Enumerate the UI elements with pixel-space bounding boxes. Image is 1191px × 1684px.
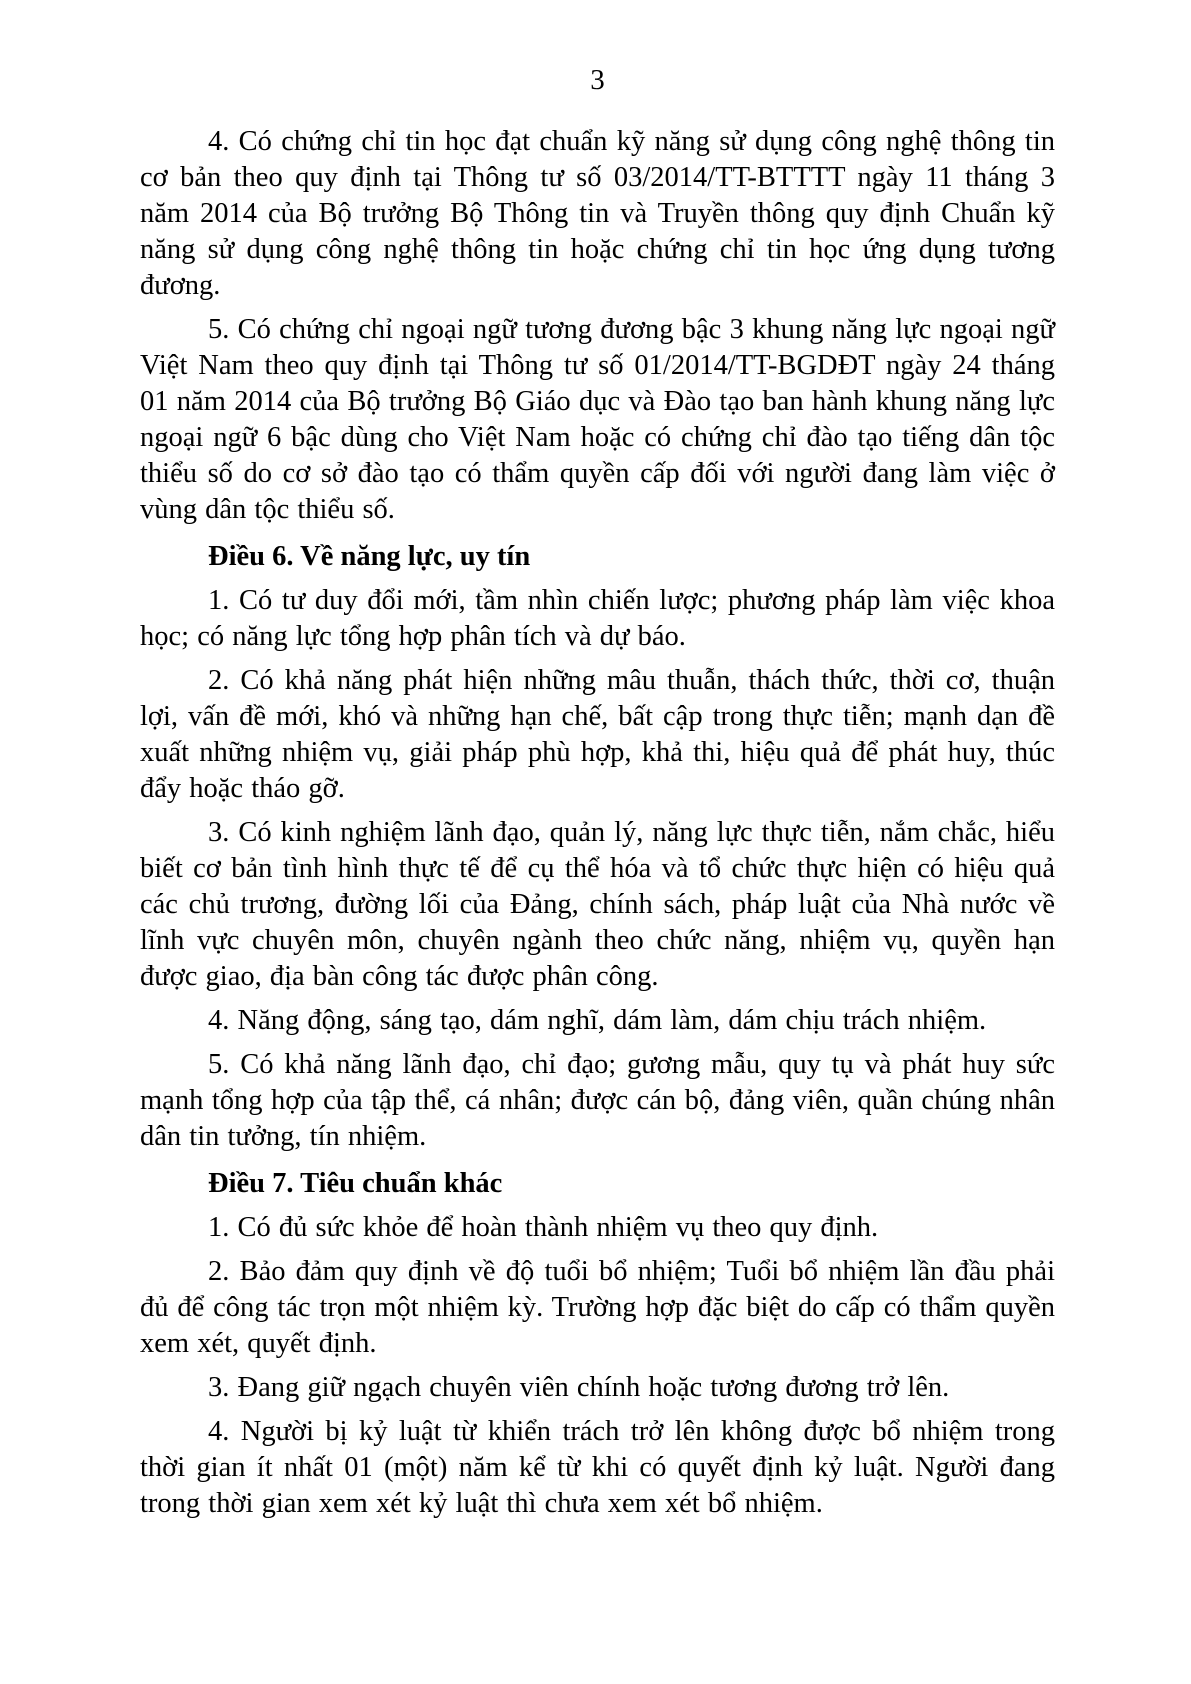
para-dieu6-item-4: 4. Năng động, sáng tạo, dám nghĩ, dám làm, dám chịu trách nhiệm.: [208, 1005, 987, 1036]
heading-dieu-7: Điều 7. Tiêu chuẩn khác: [208, 1168, 503, 1199]
para-dieu6-item-5: 5. Có khả năng lãnh đạo, chỉ đạo; gương mẫu, quy tụ và phát huy sức mạnh tổng hợp của tập thể, cá nhân; được cán bộ, đảng viên, quần chúng nhân dân tin tưởng, tín nhiệm.: [140, 1049, 1055, 1152]
para-dieu6-item-3: 3. Có kinh nghiệm lãnh đạo, quản lý, năng lực thực tiễn, nắm chắc, hiểu biết cơ bản tình hình thực tế để cụ thể hóa và tổ chức thực hiện có hiệu quả các chủ trương, đường lối của Đảng, chính sách, pháp luật của Nhà nước về lĩnh vực chuyên môn, chuyên ngành theo chức năng, nhiệm vụ, quyền hạn được giao, địa bàn công tác được phân công.: [140, 817, 1055, 992]
para-dieu7-item-2: 2. Bảo đảm quy định về độ tuổi bổ nhiệm; Tuổi bổ nhiệm lần đầu phải đủ để công tác trọn một nhiệm kỳ. Trường hợp đặc biệt do cấp có thẩm quyền xem xét, quyết định.: [140, 1256, 1055, 1359]
para-cert-foreign-language: 5. Có chứng chỉ ngoại ngữ tương đương bậc 3 khung năng lực ngoại ngữ Việt Nam theo quy định tại Thông tư số 01/2014/TT-BGDĐT ngày 24 tháng 01 năm 2014 của Bộ trưởng Bộ Giáo dục và Đào tạo ban hành khung năng lực ngoại ngữ 6 bậc dùng cho Việt Nam hoặc có chứng chỉ đào tạo tiếng dân tộc thiểu số do cơ sở đào tạo có thẩm quyền cấp đối với người đang làm việc ở vùng dân tộc thiểu số.: [140, 314, 1055, 525]
para-cert-informatics: 4. Có chứng chỉ tin học đạt chuẩn kỹ năng sử dụng công nghệ thông tin cơ bản theo quy định tại Thông tư số 03/2014/TT-BTTTT ngày 11 tháng 3 năm 2014 của Bộ trưởng Bộ Thông tin và Truyền thông quy định Chuẩn kỹ năng sử dụng công nghệ thông tin hoặc chứng chỉ tin học ứng dụng tương đương.: [140, 126, 1055, 301]
para-dieu7-item-4: 4. Người bị kỷ luật từ khiển trách trở lên không được bổ nhiệm trong thời gian ít nhất 01 (một) năm kể từ khi có quyết định kỷ luật. Người đang trong thời gian xem xét kỷ luật thì chưa xem xét bổ nhiệm.: [140, 1416, 1055, 1519]
page-number: 3: [590, 64, 605, 96]
heading-dieu-6: Điều 6. Về năng lực, uy tín: [208, 541, 531, 572]
para-dieu6-item-1: 1. Có tư duy đổi mới, tầm nhìn chiến lược; phương pháp làm việc khoa học; có năng lực tổng hợp phân tích và dự báo.: [140, 585, 1055, 652]
para-dieu6-item-2: 2. Có khả năng phát hiện những mâu thuẫn, thách thức, thời cơ, thuận lợi, vấn đề mới, khó và những hạn chế, bất cập trong thực tiễn; mạnh dạn đề xuất những nhiệm vụ, giải pháp phù hợp, khả thi, hiệu quả để phát huy, thúc đẩy hoặc tháo gỡ.: [140, 665, 1055, 804]
para-dieu7-item-1: 1. Có đủ sức khỏe để hoàn thành nhiệm vụ theo quy định.: [208, 1212, 879, 1243]
para-dieu7-item-3: 3. Đang giữ ngạch chuyên viên chính hoặc tương đương trở lên.: [208, 1372, 950, 1403]
